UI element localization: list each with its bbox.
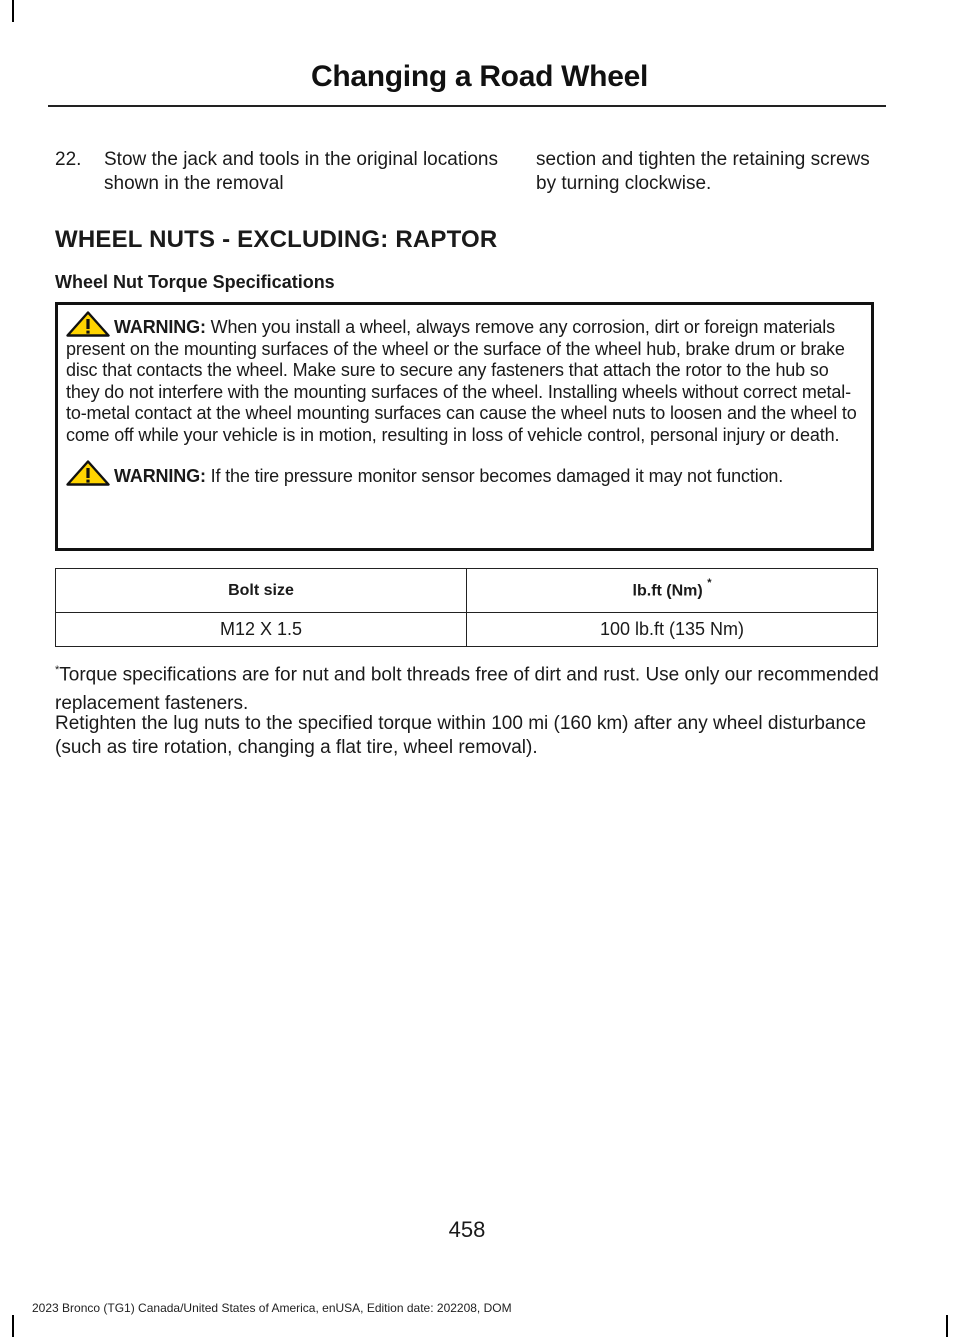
warning-tpms (66, 460, 863, 488)
warning-label: WARNING: (114, 466, 206, 486)
warning-box (55, 302, 874, 551)
table-cell-torque: 100 lb.ft (135 Nm) (467, 613, 878, 647)
crop-mark-top-left (12, 0, 14, 22)
section-title: WHEEL NUTS - EXCLUDING: RAPTOR (55, 226, 498, 253)
warning-text: If the tire pressure monitor sensor becomes damaged it may not function. (210, 466, 784, 486)
footnote-mark: * (55, 664, 60, 676)
retighten-paragraph: Retighten the lug nuts to the specified torque within 100 mi (160 km) after any wheel disturbance (such as tire rotation, changing a flat tire, wheel removal). (55, 713, 867, 758)
table-header-torque: lb.ft (Nm) * (467, 569, 878, 613)
page-header-title: Changing a Road Wheel (310, 60, 648, 93)
table-header-row (56, 569, 878, 613)
warning-triangle-icon (66, 311, 110, 337)
footnote-text: Torque specifications are for nut and bolt threads free of dirt and rust. Use only our recommended replacement fasteners. (55, 664, 879, 715)
crop-mark-bottom-right (946, 1315, 948, 1337)
step-text-column-1: Stow the jack and tools in the original locations shown in the removal (104, 149, 498, 194)
crop-mark-bottom-left (12, 1315, 14, 1337)
table-header-footnote-mark: * (707, 577, 712, 590)
warning-label: WARNING: (114, 317, 206, 337)
torque-spec-table (55, 568, 878, 647)
step-text-column-2: section and tighten the retaining screws by turning clockwise. (536, 149, 870, 194)
page-footer: 2023 Bronco (TG1) Canada/United States of America, enUSA, Edition date: 202208, DOM (32, 1301, 512, 1315)
table-footnote (55, 656, 880, 718)
warning-triangle-icon (66, 460, 110, 486)
table-header-bolt-size: Bolt size (56, 569, 467, 613)
step-number: 22. (55, 149, 82, 170)
table-row (56, 613, 878, 647)
table-cell-bolt-size: M12 X 1.5 (56, 613, 467, 647)
page-number: 458 (448, 1217, 486, 1242)
warning-text: When you install a wheel, always remove any corrosion, dirt or foreign materials present on the mounting surfaces of the wheel or the surface of the wheel hub, brake drum or brake disc that contacts the wheel. Make sure to secure any fasteners that attach the rotor to the hub so they do not interfere with the mounting surfaces of the wheel. Installing wheels without correct metal-to-metal contact at the wheel mounting surfaces can cause the wheel nuts to loosen and the wheel to come off while your vehicle is in motion, resulting in loss of vehicle control, personal injury or death. (66, 317, 857, 445)
warning-corrosion (66, 311, 863, 446)
subsection-title: Wheel Nut Torque Specifications (55, 272, 335, 292)
header-divider (48, 105, 886, 107)
